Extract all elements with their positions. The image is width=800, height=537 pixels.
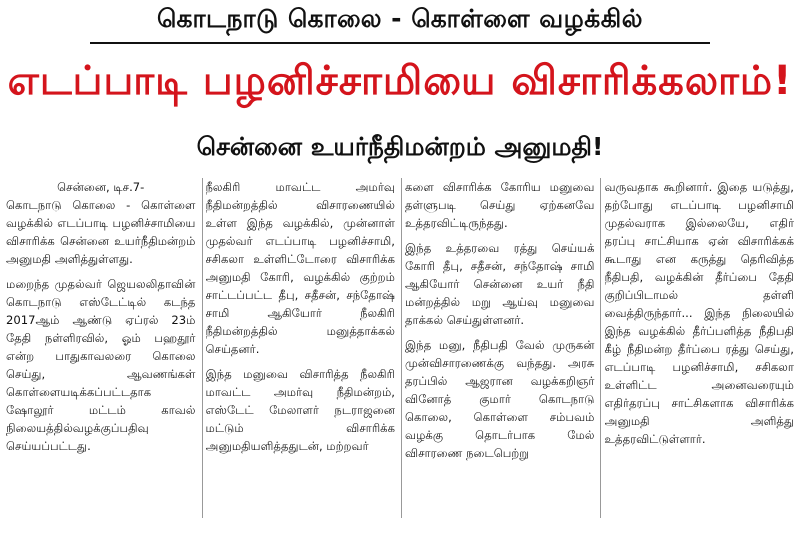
headline: எடப்பாடி பழனிச்சாமியை விசாரிக்கலாம்! <box>7 58 793 104</box>
paragraph: நீலகிரி மாவட்ட அமர்வு நீதிமன்றத்தில் விசாரணையில் உள்ள இந்த வழக்கில், முன்னாள் முதல்வர் எடப்பாடி பழனிச்சாமி, சசிகலா உள்ளிட்டோரை விசாரிக்க அனுமதி கோரி, வழக்கில் குற்றம் சாட்டப்பட்ட தீபு, சதீசன், சந்தோஷ் சாமி ஆகியோர் நீலகிரி நீதிமன்றத்தில் மனுத்தாக்கல் செய்தனர். <box>205 180 395 356</box>
article-body <box>6 178 794 528</box>
article-column-1 <box>6 178 196 528</box>
kicker-underline <box>90 42 710 44</box>
paragraph: இந்த மனு, நீதிபதி வேல் முருகன் முன்விசாரணைக்கு வந்தது. அரசு தரப்பில் ஆஜரான வழக்கறிஞர் வினோத் குமார் கொடநாடு கொலை, கொள்ளை சம்பவம் வழக்கு தொடர்பாக மேல் விசாரணை நடைபெற்று <box>405 338 595 460</box>
paragraph: களை விசாரிக்க கோரிய மனுவை தள்ளுபடி செய்து ஏற்கனவே உத்தரவிட்டிருந்தது. <box>405 180 595 230</box>
paragraph: மறைந்த முதல்வர் ஜெயலலிதாவின் கொடநாடு எஸ்டேட்டில் கடந்த 2017ஆம் ஆண்டு ஏப்ரல் 23ம் தேதி நள்ளிரவில், ஓம் பஹதூர் என்ற பாதுகாவலரை கொலை செய்து, ஆவணங்கள் கொள்ளையடிக்கப்பட்டதாக ஷோலூர் மட்டம் காவல் நிலையத்தில்வழக்குப்பதிவு செய்யப்பட்டது. <box>6 277 196 453</box>
dateline: சென்னை, டிச.7- <box>57 180 145 194</box>
subheadline: சென்னை உயர்நீதிமன்றம் அனுமதி! <box>196 132 604 161</box>
paragraph: கொடநாடு கொலை - கொள்ளை வழக்கில் எடப்பாடி பழனிச்சாமியை விசாரிக்க சென்னை உயர்நீதிமன்றம் அனுமதி அளித்துள்ளது. <box>6 198 196 266</box>
article-column-3 <box>405 178 595 528</box>
paragraph: இந்த உத்தரவை ரத்து செய்யக் கோரி தீபு, சதீசன், சந்தோஷ் சாமி ஆகியோர் சென்னை உயர் நீதி மன்றத்தில் மறு ஆய்வு மனுவை தாக்கல் செய்துள்ளனர். <box>405 241 595 327</box>
article-column-2 <box>206 178 396 528</box>
dateline-paragraph <box>6 178 196 268</box>
article-column-4 <box>605 178 795 528</box>
paragraph: வருவதாக கூறினார். இதை யடுத்து, தற்போது எடப்பாடி பழனிசாமி முதல்வராக இல்லையே, எதிர் தரப்பு சாட்சியாக ஏன் விசாரிக்கக் கூடாது என கருத்து தெரிவித்த நீதிபதி, வழக்கின் தீர்ப்பை தேதி குறிப்பிடாமல் தள்ளி வைத்திருந்தார்... இந்த நிலையில் இந்த வழக்கில் தீர்ப்பளித்த நீதிபதி கீழ் நீதிமன்ற தீர்ப்பை ரத்து செய்து, எடப்பாடி பழனிச்சாமி, சசிகலா உள்ளிட்ட அனைவரையும் எதிர்தரப்பு சாட்சிகளாக விசாரிக்க அனுமதி அளித்து உத்தரவிட்டுள்ளார். <box>604 180 794 446</box>
kicker-heading: கொடநாடு கொலை - கொள்ளை வழக்கில் <box>157 4 643 33</box>
paragraph: இந்த மனுவை விசாரித்த நீலகிரி மாவட்ட அமர்வு நீதிமன்றம், எஸ்டேட் மேலாளர் நடராஜனை மட்டும் விசாரிக்க அனுமதியளித்ததுடன், மற்றவர் <box>205 367 395 453</box>
